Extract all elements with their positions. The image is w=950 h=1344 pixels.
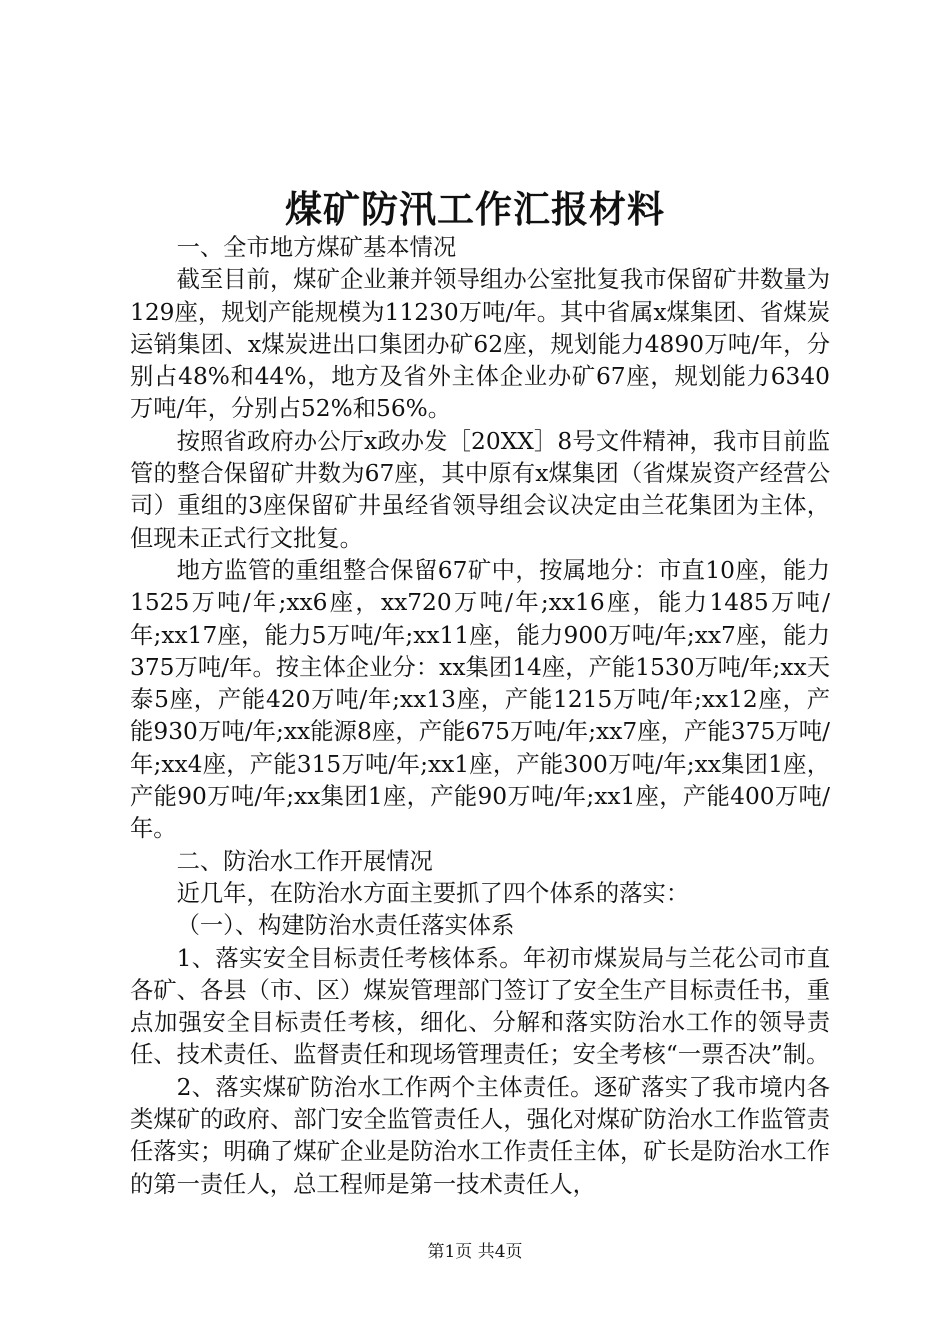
- paragraph: 地方监管的重组整合保留67矿中，按属地分：市直10座，能力1525万吨/年;xx6座，xx720万吨/年;xx16座，能力1485万吨/年;xx17座，能力5万吨/年;xx11座，能力900万吨/年;xx7座，能力375万吨/年。按主体企业分：xx集团14座，产能1530万吨/年;xx天泰5座，产能420万吨/年;xx13座，产能1215万吨/年;xx12座，产能930万吨/年;xx能源8座，产能675万吨/年;xx7座，产能375万吨/年;xx4座，产能315万吨/年;xx1座，产能300万吨/年;xx集团1座，产能90万吨/年;xx集团1座，产能90万吨/年;xx1座，产能400万吨/年。: [130, 556, 830, 843]
- subsection-heading: （一）、构建防治水责任落实体系: [176, 912, 515, 940]
- paragraph: 2、落实煤矿防治水工作两个主体责任。逐矿落实了我市境内各类煤矿的政府、部门安全监管责任人，强化对煤矿防治水工作监管责任落实；明确了煤矿企业是防治水工作责任主体，矿长是防治水工作的第一责任人，总工程师是第一技术责任人，: [130, 1073, 830, 1198]
- document-title: 煤矿防汛工作汇报材料: [285, 187, 665, 231]
- paragraph: 按照省政府办公厅x政办发［20XX］8号文件精神，我市目前监管的整合保留矿井数为67座，其中原有x煤集团（省煤炭资产经营公司）重组的3座保留矿井虽经省领导组会议决定由兰花集团为主体，但现未正式行文批复。: [130, 427, 830, 552]
- document-body: [130, 232, 830, 1201]
- paragraph: 近几年，在防治水方面主要抓了四个体系的落实：: [176, 879, 690, 907]
- section-heading-1: 一、全市地方煤矿基本情况: [176, 234, 457, 261]
- paragraph: 1、落实安全目标责任考核体系。年初市煤炭局与兰花公司市直各矿、各县（市、区）煤炭管理部门签订了安全生产目标责任书，重点加强安全目标责任考核，细化、分解和落实防治水工作的领导责任、技术责任、监督责任和现场管理责任；安全考核“一票否决”制。: [130, 944, 830, 1069]
- section-heading-2: 二、防治水工作开展情况: [176, 847, 433, 875]
- paragraph: 截至目前，煤矿企业兼并领导组办公室批复我市保留矿井数量为129座，规划产能规模为11230万吨/年。其中省属x煤集团、省煤炭运销集团、x煤炭进出口集团办矿62座，规划能力4890万吨/年，分别占48%和44%，地方及省外主体企业办矿67座，规划能力6340万吨/年，分别占52%和56%。: [130, 266, 830, 423]
- page-footer: 第1页 共4页: [427, 1242, 523, 1262]
